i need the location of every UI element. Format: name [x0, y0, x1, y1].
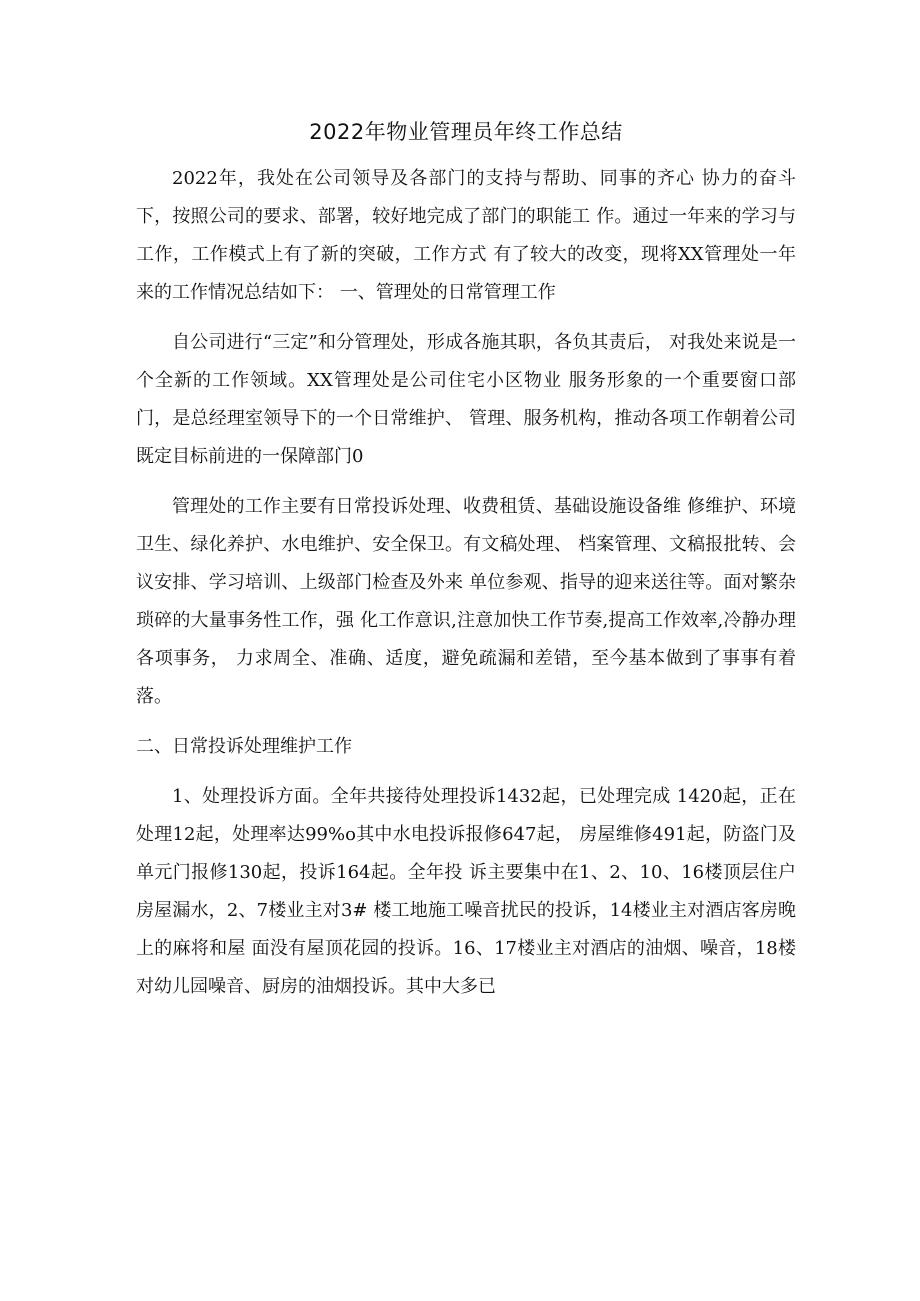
document-title: 2022年物业管理员年终工作总结 [309, 120, 623, 144]
paragraph-intro: 2022年，我处在公司领导及各部门的支持与帮助、同事的齐心 协力的奋斗下，按照公司的要求、部署，较好地完成了部门的职能工 作。通过一年来的学习与工作，工作模式上有了新的突破，工作方式 有了较大的改变，现将XX管理处一年来的工作情况总结如下： 一、管理处的日常管理工作 [136, 168, 796, 303]
section-heading-complaints: 二、日常投诉处理维护工作 [136, 736, 352, 757]
paragraph-complaints: 1、处理投诉方面。全年共接待处理投诉1432起，已处理完成 1420起，正在处理12起，处理率达99%o其中水电投诉报修647起， 房屋维修491起，防盗门及单元门报修130起，投诉164起。全年投 诉主要集中在1、2、10、16楼顶层住户房屋漏水，2、7楼业主对3# 楼工地施工噪音扰民的投诉，14楼业主对酒店客房晚上的麻将和屋 面没有屋顶花园的投诉。16、17楼业主对酒店的油烟、噪音，18楼 对幼儿园噪音、厨房的油烟投诉。其中大多已 [136, 786, 802, 997]
paragraph-office-role: 自公司进行“三定”和分管理处，形成各施其职，各负其责后， 对我处来说是一个全新的工作领域。XX管理处是公司住宅小区物业 服务形象的一个重要窗口部门，是总经理室领导下的一个日常维护、 管理、服务机构，推动各项工作朝着公司既定目标前进的一保障部门0 [136, 332, 796, 467]
paragraph-office-duties: 管理处的工作主要有日常投诉处理、收费租赁、基础设施设备维 修维护、环境卫生、绿化养护、水电维护、安全保卫。有文稿处理、 档案管理、文稿报批转、会议安排、学习培训、上级部门检查及外来 单位参观、指导的迎来送往等。面对繁杂琐碎的大量事务性工作，强 化工作意识,注意加快工作节奏,提高工作效率,冷静办理各项事务， 力求周全、准确、适度，避免疏漏和差错，至今基本做到了事事有着 落。 [136, 496, 802, 707]
